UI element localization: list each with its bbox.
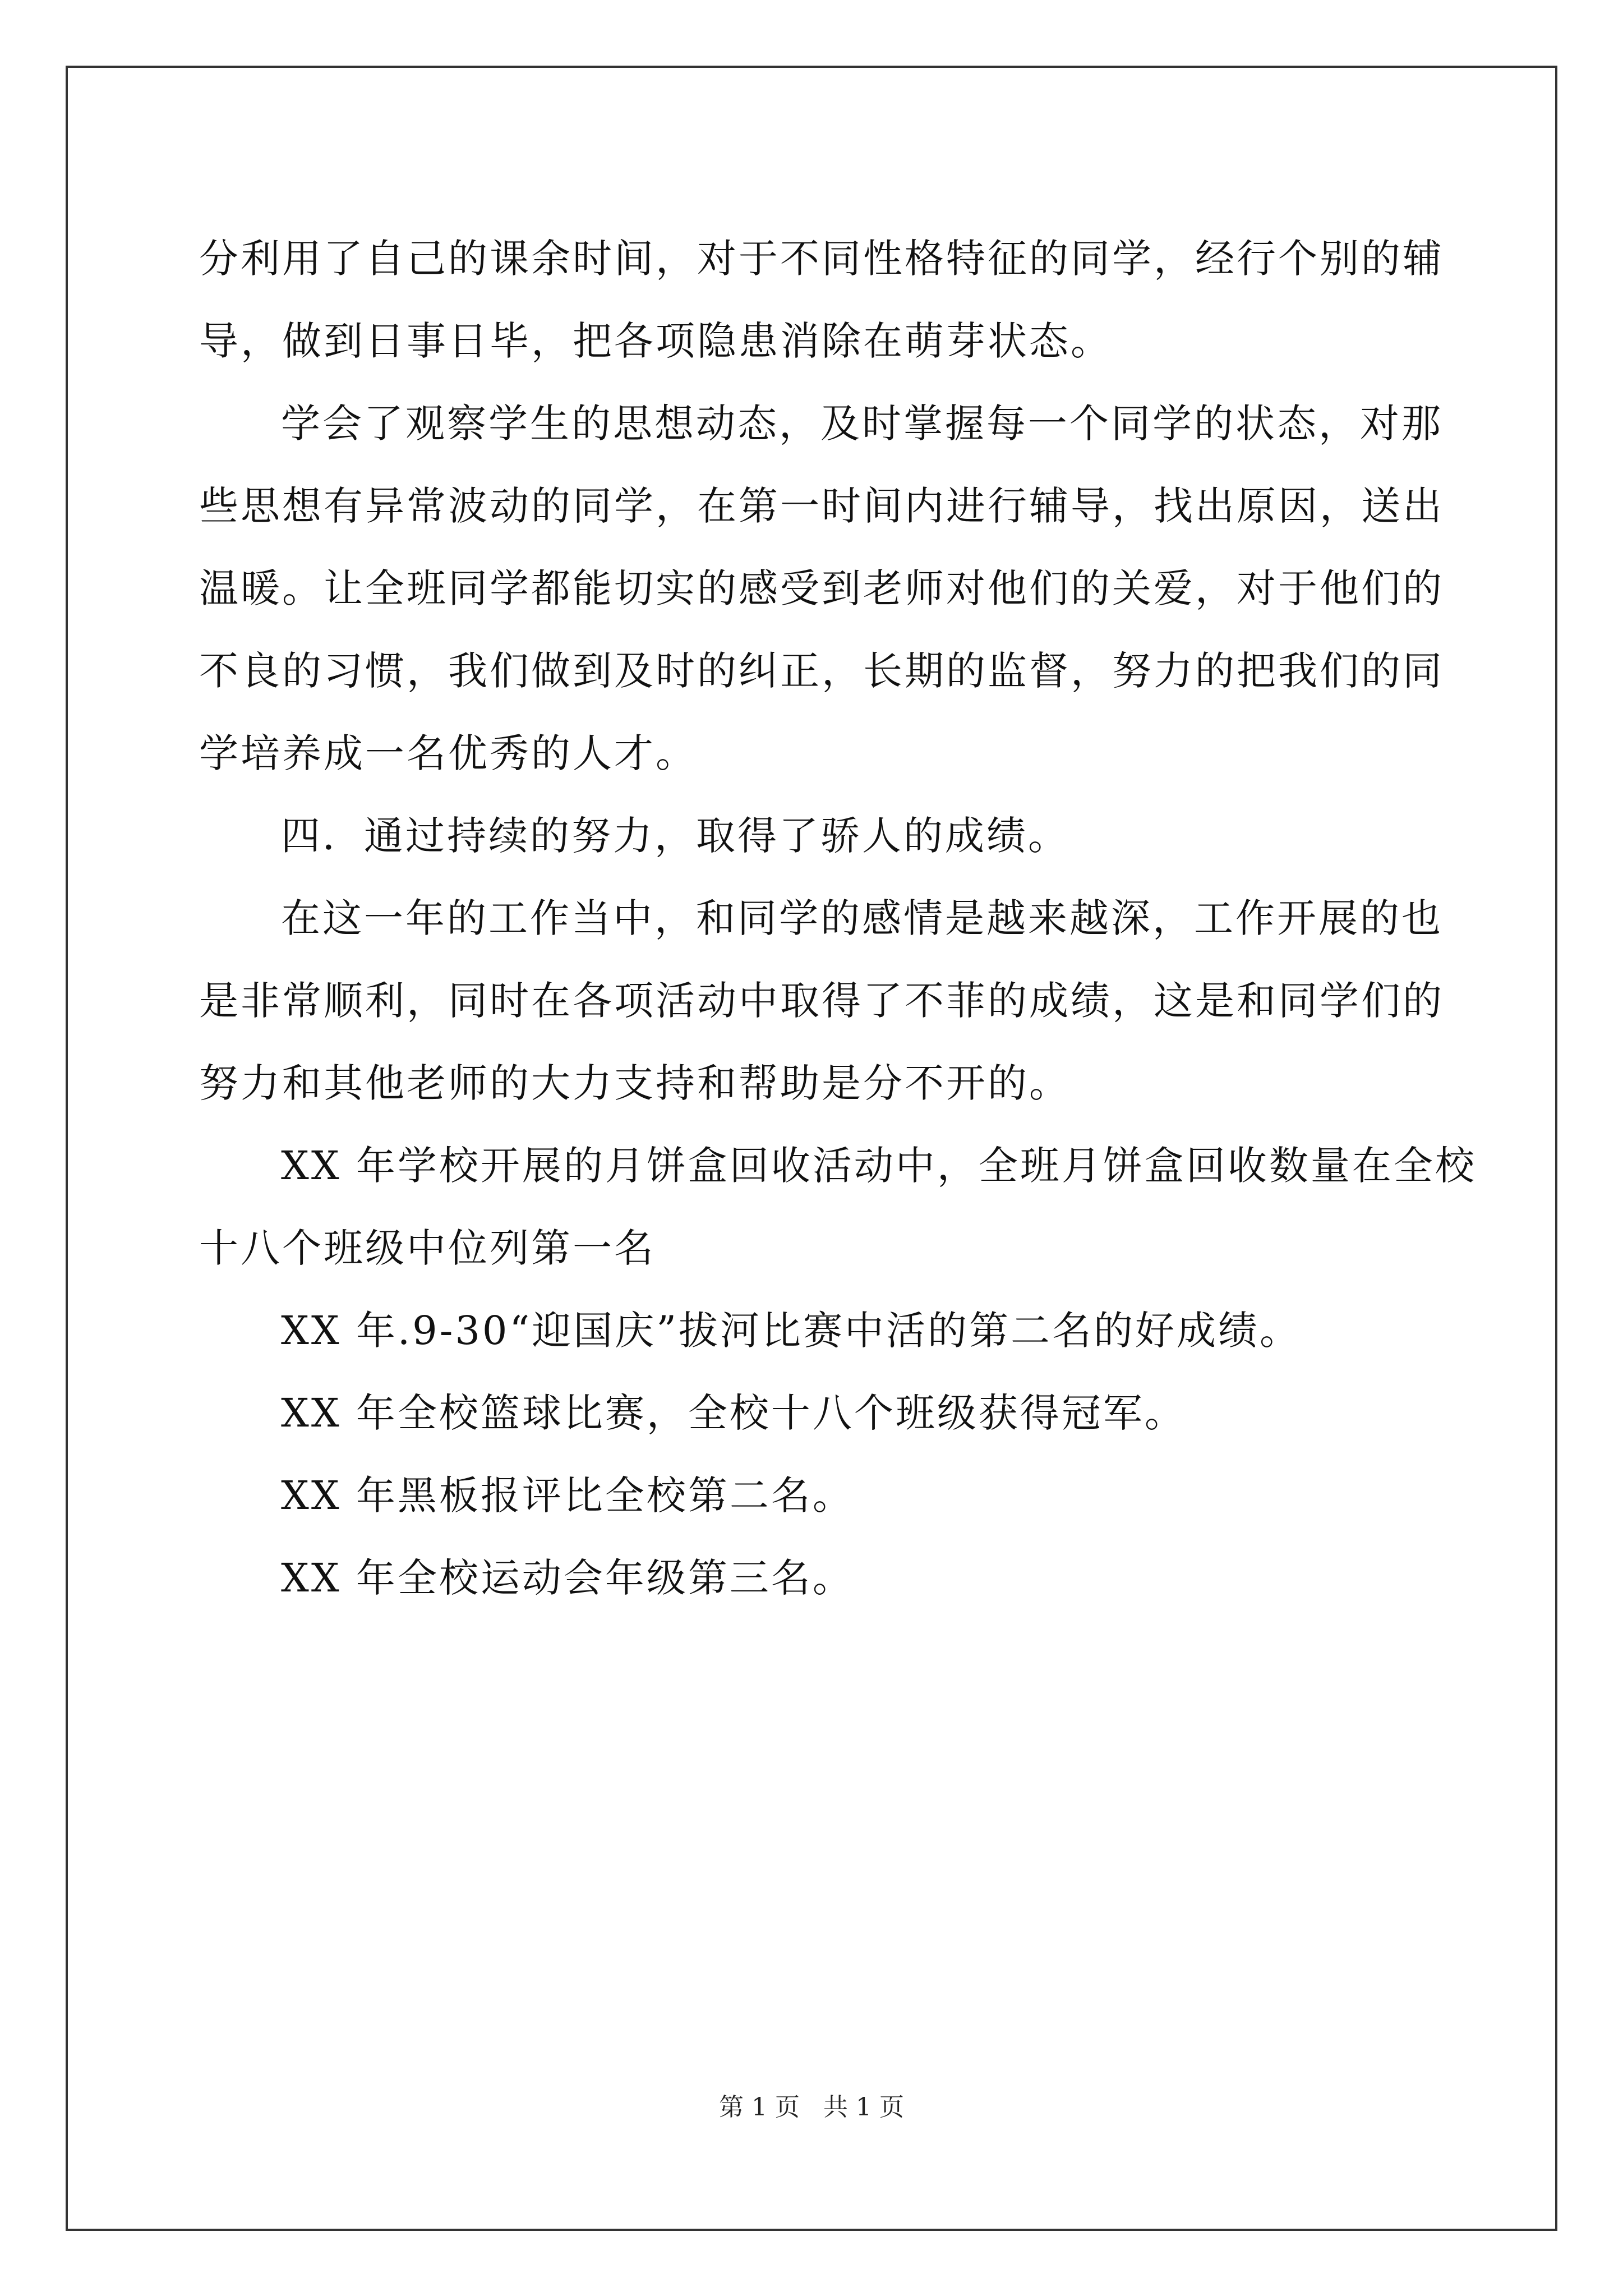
text-line: XX 年全校运动会年级第三名。 bbox=[281, 1555, 854, 1601]
page-footer bbox=[0, 2087, 1623, 2123]
text-line: 努力和其他老师的大力支持和帮助是分不开的。 bbox=[199, 1060, 1071, 1106]
text-line: 学培养成一名优秀的人才。 bbox=[199, 730, 697, 776]
text-line: 些思想有异常波动的同学，在第一时间内进行辅导，找出原因，送出 bbox=[199, 483, 1444, 529]
text-line: 分利用了自己的课余时间，对于不同性格特征的同学，经行个别的辅 bbox=[199, 236, 1444, 282]
text-line: 是非常顺利，同时在各项活动中取得了不菲的成绩，这是和同学们的 bbox=[199, 978, 1444, 1024]
text-line: 不良的习惯，我们做到及时的纠正，长期的监督，努力的把我们的同 bbox=[199, 648, 1444, 694]
text-line: XX 年.9-30“迎国庆”拔河比赛中活的第二名的好成绩。 bbox=[281, 1308, 1302, 1354]
text-line: 四．通过持续的努力，取得了骄人的成绩。 bbox=[281, 813, 1069, 859]
text-line: XX 年黑板报评比全校第二名。 bbox=[281, 1473, 854, 1519]
text-line: 温暖。让全班同学都能切实的感受到老师对他们的关爱，对于他们的 bbox=[199, 565, 1444, 611]
text-line: XX 年全校篮球比赛，全校十八个班级获得冠军。 bbox=[281, 1390, 1186, 1436]
text-line: 导，做到日事日毕，把各项隐患消除在萌芽状态。 bbox=[199, 318, 1112, 364]
page-number: 第 1 页 bbox=[719, 2093, 800, 2122]
document-body bbox=[199, 218, 1477, 1619]
text-line: 学会了观察学生的思想动态，及时掌握每一个同学的状态，对那 bbox=[281, 401, 1443, 447]
text-line: XX 年学校开展的月饼盒回收活动中，全班月饼盒回收数量在全校 bbox=[281, 1143, 1477, 1189]
text-line: 十八个班级中位列第一名 bbox=[199, 1225, 656, 1271]
page-total: 共 1 页 bbox=[823, 2093, 904, 2122]
text-line: 在这一年的工作当中，和同学的感情是越来越深，工作开展的也 bbox=[281, 895, 1443, 941]
